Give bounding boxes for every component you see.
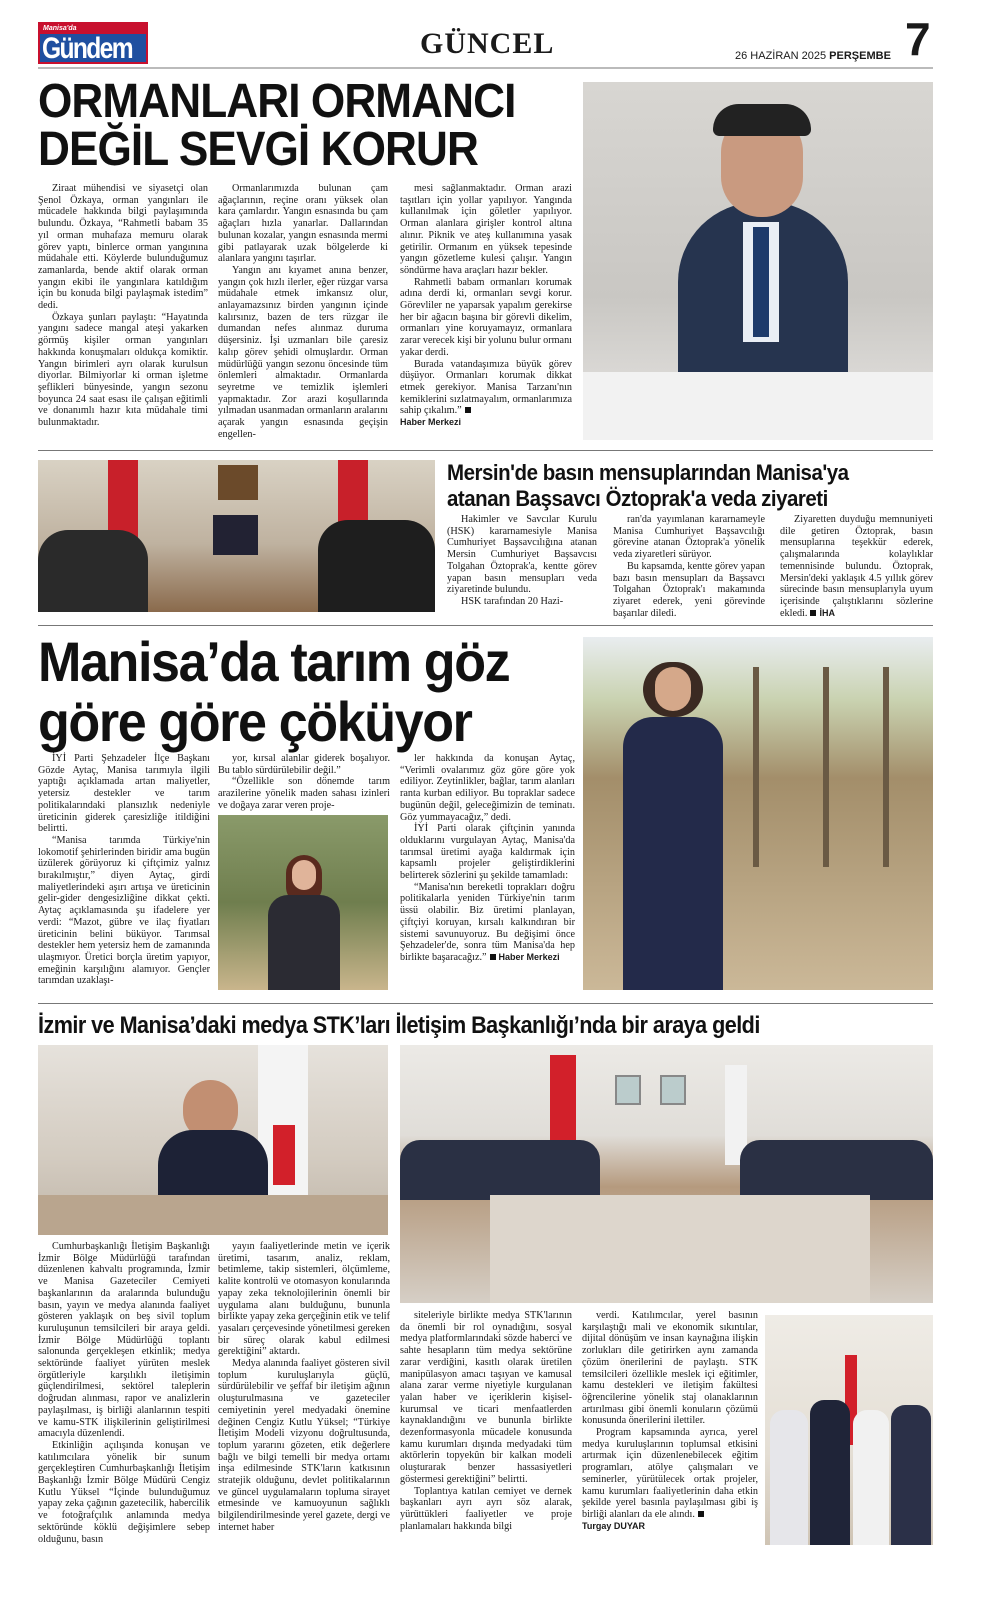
paragraph: siteleriyle birlikte medya STK'larının da önemli bir rol oynadığını, sosyal medya platformlarındaki sözde haberci ve sahte hesapların tüm medya sektörüne zarar verdiğini, kasıtlı olarak üretilen manipülasyon amacı taşıyan ve kamusal alana zarar verme niyetiyle kurgulanan yalan haber ve içeriklerin kişisel-kurumsal ve ticari menfaatlerden kaynaklandığını ve bununla birlikte dezenformasyonla mücadele konusunda kamu kurumları dışında medyadaki tüm aktörlerin topyekûn bir kalkan modeli oluşturarak benzer hassasiyetleri göstermesi gerektiğini” belirtti. [400, 1310, 572, 1485]
article-3-column-1 [38, 753, 210, 987]
article-4-column-2 [218, 1241, 390, 1534]
article-4-column-1 [38, 1241, 210, 1545]
byline: Haber Merkezi [498, 951, 560, 962]
paragraph: Ormanlarımızda bulunan çam ağaçlarının, reçine oranı yüksek olan kara çamlardır. Yangın esnasında bu çam ağaçları hızla yanarlar. Dallarından bulunan kozalar, yangın esnasında mermi gibi patlayarak uzak bölgelerde ki alanlara yangını taşırlar. [218, 183, 388, 265]
headline-line: atanan Başsavcı Öztoprak'a veda ziyareti [447, 486, 828, 511]
paragraph: Hakimler ve Savcılar Kurulu (HSK) kararnamesiyle Manisa Cumhuriyet Başsavcılığına atanan Mersin Cumhuriyet Başsavcısı Tolgahan Öztoprak'a, kentte görev yapan basın mensupları veda ziyaretinde bulundu. [447, 514, 597, 596]
paragraph: “Özellikle son dönemde tarım arazilerine yönelik maden sahası izinleri ve doğaya zarar veren proje- [218, 776, 390, 811]
section-title: GÜNCEL [420, 27, 555, 60]
paragraph: Özkaya şunları paylaştı: “Hayatında yangını sadece mangal ateşi yakarken görmüş kişiler orman yangınları hakkında konuşmaları oldukça komiktir. Yangın birimleri ayrı olarak kurulsun diyorlar. Bilmiyorlar ki orman işletme şeflikleri bünyesinde, yangın sezonu boyunca 24 saat esası ile çalışan eğitimli ve donanımlı hazır kıta müdahale timi bulunmaktadır. [38, 311, 208, 429]
article-3-photo-portrait [218, 815, 388, 990]
end-mark-icon [810, 610, 816, 616]
end-mark-icon [698, 1511, 704, 1517]
page-number: 7 [905, 13, 931, 65]
paragraph: Rahmetli babam ormanları korumak adına derdi ki, ormanları sevgi korur. Görevliler ne yaparsak yapalım gerekirse her bir ağacın başına bir görevli dikelim, ormanları yine koruyamayız, ormanlara zarar verecek kişi bir yolunu bulur ormanı yakar derdi. [400, 276, 572, 358]
logo-name: Gündem [42, 32, 132, 65]
article-4-headline: İzmir ve Manisa’daki medya STK’ları İletişim Başkanlığı’nda bir araya geldi [38, 1012, 760, 1039]
paragraph: Yangın anı kıyamet anına benzer, yangın çok hızlı ilerler, eğer rüzgar varsa müdahale etmek imkansız olur, anlayamazsınız birden yangının içinde kalırsınız, bazen de ters rüzgar ile dumandan nefes alınmaz duruma düşersiniz. İşi uzmanları bile çaresiz kalıp görev şehidi olmuşlardır. Orman müdürlüğü yangın sezonu öncesinde tüm önlemleri almaktadır. Ormanlarda seyretme ve temizlik işlemleri yapmaktadır. Zor arazi koşullarında yılmadan usanmadan ormanların aralarını açarak yangın esnasında geçişin engellen- [218, 264, 389, 440]
paragraph: yor, kırsal alanlar giderek boşalıyor. Bu tablo sürdürülebilir değil.” [218, 753, 390, 776]
date-text: 26 HAZİRAN 2025 [735, 50, 827, 62]
logo-top-text: Manisa'da [40, 24, 146, 34]
article-2-column-3 [780, 514, 933, 619]
paragraph: mesi sağlanmaktadır. Orman arazi taşıtları için yollar yapılıyor. Yangında kullanılmak için göletler yapılıyor. Orman alanlara girişler kontrol altına alınır. Piknik ve ateş kullanımına yasak getirilir. Ormanım en yüksek tepesinde yangın gözetleme kulesi çalışır. Yangın söndürme hava araçları hazır bekler. [400, 183, 572, 276]
weekday: PERŞEMBE [829, 50, 891, 62]
paragraph: yayın faaliyetlerinde metin ve içerik üretimi, tasarım, analiz, reklam, betimleme, takip sistemleri, ölçümleme, kalite kontrolü ve otomasyon konularında yapay zeka teknolojilerinin önemli bir uygulama alanı bulduğunu, bununla birlikte yapay zeka gerçeğinin etik ve telif yasaları çerçevesinde yönetilmesi gereken bir süreç olarak kabul edilmesi gerektiğini” aktardı. [218, 1241, 390, 1358]
paragraph: ran'da yayımlanan kararnameyle Manisa Cumhuriyet Başsavcılığı görevine atanan Öztoprak'a yönelik veda ziyaretleri sürüyor. [613, 514, 765, 561]
article-divider [38, 625, 933, 626]
paragraph: Ziraat mühendisi ve siyasetçi olan Şenol Özkaya, orman yangınları ile mücadele hakkında bilgi paylaşımında bulundu. Özkaya, “Rahmetli babam 35 yıl orman muhafaza memuru olarak görev yaptı, binlerce orman yangınına müdahale etti. Köylerde bulunduğumuz zamanlarda, bende aktif olarak orman yangın ekibi ile yangınlara katıldığım için bu konuda bilgi paylaşmak istedim” dedi. [38, 183, 208, 312]
paragraph: Bu kapsamda, kentte görev yapan bazı basın mensupları da Başsavcı Tolgahan Öztoprak'ı makamında ziyaret ederek, yeni görevinde başarılar diledi. [613, 560, 765, 619]
paragraph: Etkinliğin açılışında konuşan ve katılımcılara yönelik bir sunum gerçekleştiren Cumhurbaşkanlığı İletişim Başkanlığı İzmir Bölge Müdürü Cengiz Kutlu Yüksel “İçinde bulunduğumuz yapay zeka çağının gazetecilik, habercilik ve fotoğrafçılık anlamında medya sektöründe köklü değişimlere sebep olduğunu, basın [38, 1439, 210, 1545]
paragraph: Cumhurbaşkanlığı İletişim Başkanlığı İzmir Bölge Müdürlüğü tarafından düzenlenen kahvaltı programında, İzmir ve Manisa Gazeteciler Cemiyeti başkanlarının da aralarında bulunduğu basın, yayın ve medya alanında faaliyet gösteren yaklaşık on beş sivil toplum kuruluşunun temsilcileri bir araya geldi. İzmir Bölge Müdürlüğü toplantı salonunda gerçekleşen etkinlik; medya sektöründe faaliyet yürüten meslek örgütleriyle karşılıklı iletişimin güçlendirilmesi, sektörel taleplerin doğrudan alınması, rapor ve analizlerin paylaşılması, iş birliği alanlarının tespiti ve kamu-STK ilişkilerinin geliştirilmesi amacıyla düzenlendi. [38, 1241, 210, 1440]
paragraph: “Manisa'nın bereketli toprakları doğru politikalarla yeniden Türkiye'nin tarım üssü olabilir. Biz üretimi planlayan, çiftçiyi koruyan, kırsalı kalkındıran bir sistemi savunuyoruz. Bu değişimi önce Şehzadeler'de, sonra tüm Manisa'da hep birlikte başaracağız.” [400, 881, 575, 963]
article-1-column-1 [38, 183, 208, 429]
article-1-photo-portrait [583, 82, 933, 440]
header-divider [38, 67, 933, 69]
article-2-column-1 [447, 514, 597, 608]
headline-line: DEĞİL SEVGİ KORUR [38, 123, 478, 176]
article-2-headline [447, 460, 849, 512]
paragraph: Ziyaretten duyduğu memnuniyeti dile getiren Öztoprak, basın mensuplarına teşekkür ederek, çalışmalarında kolaylıklar temennisinde bulundu. Öztoprak, Mersin'deki yaklaşık 4.5 yıllık görev sürecinde basın mensuplarıyla uyum içerisinde çalıştıklarını sözlerine ekledi. [780, 514, 933, 619]
article-4-photo-group [765, 1315, 933, 1545]
article-4-column-3 [400, 1310, 572, 1532]
article-2-column-2 [613, 514, 765, 619]
headline-line: Manisa’da tarım göz [38, 630, 510, 693]
paragraph: verdi. Katılımcılar, yerel basının karşılaştığı mali ve ekonomik sıkıntılar, dijital dönüşüm ve insan kaynağına ilişkin zorlukları dile getirirken aynı zamanda çözüm önerilerini de paylaştı. STK temsilcileri özellikle meslek içi eğitimler, kamu destekleri ve iletişim fakültesi öğrencilerine yönelik staj olanaklarının artırılması gibi önemli konuların çözümü konusunda önerilerini ilettiler. [582, 1310, 758, 1427]
article-1-column-3 [400, 183, 572, 427]
paragraph: ler hakkında da konuşan Aytaç, “Verimli ovalarımız göz göre göre yok ediliyor. Zeytinlikler, bağlar, tarım alanları ranta kurban ediliyor. Bu topraklar sadece bugünün değil, geleceğimizin de teminatı. Göz yummayacağız,” dedi. [400, 753, 575, 823]
headline-line: göre göre çöküyor [38, 690, 472, 753]
article-3-column-2 [218, 753, 390, 812]
headline-line: Mersin'de basın mensuplarından Manisa'ya [447, 460, 849, 485]
byline: İHA [819, 607, 835, 618]
paragraph: İYİ Parti olarak çiftçinin yanında olduklarını vurgulayan Aytaç, Manisa'da tarımsal üretimi ayağa kaldırmak için kapsamlı projeler geliştirdiklerini belirterek sözlerini şu şekilde tamamladı: [400, 823, 575, 882]
issue-date [735, 50, 891, 62]
article-1-headline [38, 75, 516, 176]
paragraph: Burada vatandaşımıza büyük görev düşüyor. Ormanları korumak dikkat etmek gerekiyor. Manisa Tarzanı'nın kemiklerini sızlatmayalım, ormanlarımıza sahip çıkalım.” [400, 358, 572, 417]
article-2-photo-visit [38, 460, 435, 612]
end-mark-icon [490, 954, 496, 960]
article-4-photo-director [38, 1045, 388, 1235]
headline-line: ORMANLARI ORMANCI [38, 75, 516, 128]
paragraph: HSK tarafından 20 Hazi- [461, 595, 564, 607]
article-3-column-3 [400, 753, 575, 964]
byline: Turgay DUYAR [582, 1520, 646, 1531]
article-1-column-2 [218, 183, 388, 440]
article-3-photo-vineyard [583, 637, 933, 990]
article-3-headline [38, 632, 509, 752]
paragraph: İYİ Parti Şehzadeler İlçe Başkanı Gözde Aytaç, Manisa tarımıyla ilgili yaptığı açıklamada artan maliyetler, yetersiz destekler ve tarım politikalarındaki plansızlık nedeniyle üreticinin giderek çaresizliğe itildiğini belirtti. [38, 753, 210, 835]
paragraph: Program kapsamında ayrıca, yerel medya kuruluşlarının toplumsal etkisini artırmak için düzenlenebilecek eğitim programları, atölye çalışmaları ve seminerler, yürütülecek ortak projeler, kamu kurumları faaliyetlerinin daha etkin şekilde yerel basınla paylaşılması gibi iş birliği alanları da ele alındı. [582, 1427, 758, 1520]
newspaper-logo [38, 22, 148, 64]
paragraph: Medya alanında faaliyet gösteren sivil toplum kuruluşlarıyla güçlü, sürdürülebilir ve şeffaf bir iletişim ağının oluşturulmasına ve gazeteciler cemiyetinin yerel medyadaki önemine değinen Cengiz Kutlu Yüksel; “Türkiye İletişim Modeli vizyonu doğrultusunda, toplum yararını gözeten, etik değerlere bağlı ve bilgi temelli bir medya ortamı inşa edilmesinde STK'ların katkısının stratejik olduğunu, devlet politikalarının ve güncel uygulamaların topluma sirayet etmesinde ve kamuoyunun sağlıklı bilgilendirilmesinde yerel gazete, dergi ve internet haber [218, 1358, 390, 1533]
article-divider [38, 1003, 933, 1004]
paragraph: Toplantıya katılan cemiyet ve dernek başkanları ayrı ayrı söz alarak, yürüttükleri faaliyetler ve proje planlamaları hakkında bilgi [400, 1485, 572, 1532]
article-divider [38, 450, 933, 451]
article-4-photo-meeting [400, 1045, 933, 1303]
paragraph: “Manisa tarımda Türkiye'nin lokomotif şehirlerinden biridir ama bugün üzülerek görüyoruz ki çiftçimiz yalnız bırakılmıştır,” diyen Aytaç, girdi maliyetlerindeki aşırı artışa ve üreticinin gelir-gider dengesizliğine dikkat çekti. Aytaç açıklamasında şu ifadelere yer verdi: “Mazot, gübre ve ilaç fiyatları üreticinin belini büküyor. Tarımsal destekler hem yetersiz hem de zamanında ulaşmıyor. Üretici borçla üretim yapıyor, emeğinin karşılığını alamıyor. Gençler tarımdan uzaklaşı- [38, 834, 210, 987]
article-4-column-4 [582, 1310, 758, 1531]
byline: Haber Merkezi [400, 417, 462, 428]
end-mark-icon [465, 407, 471, 413]
